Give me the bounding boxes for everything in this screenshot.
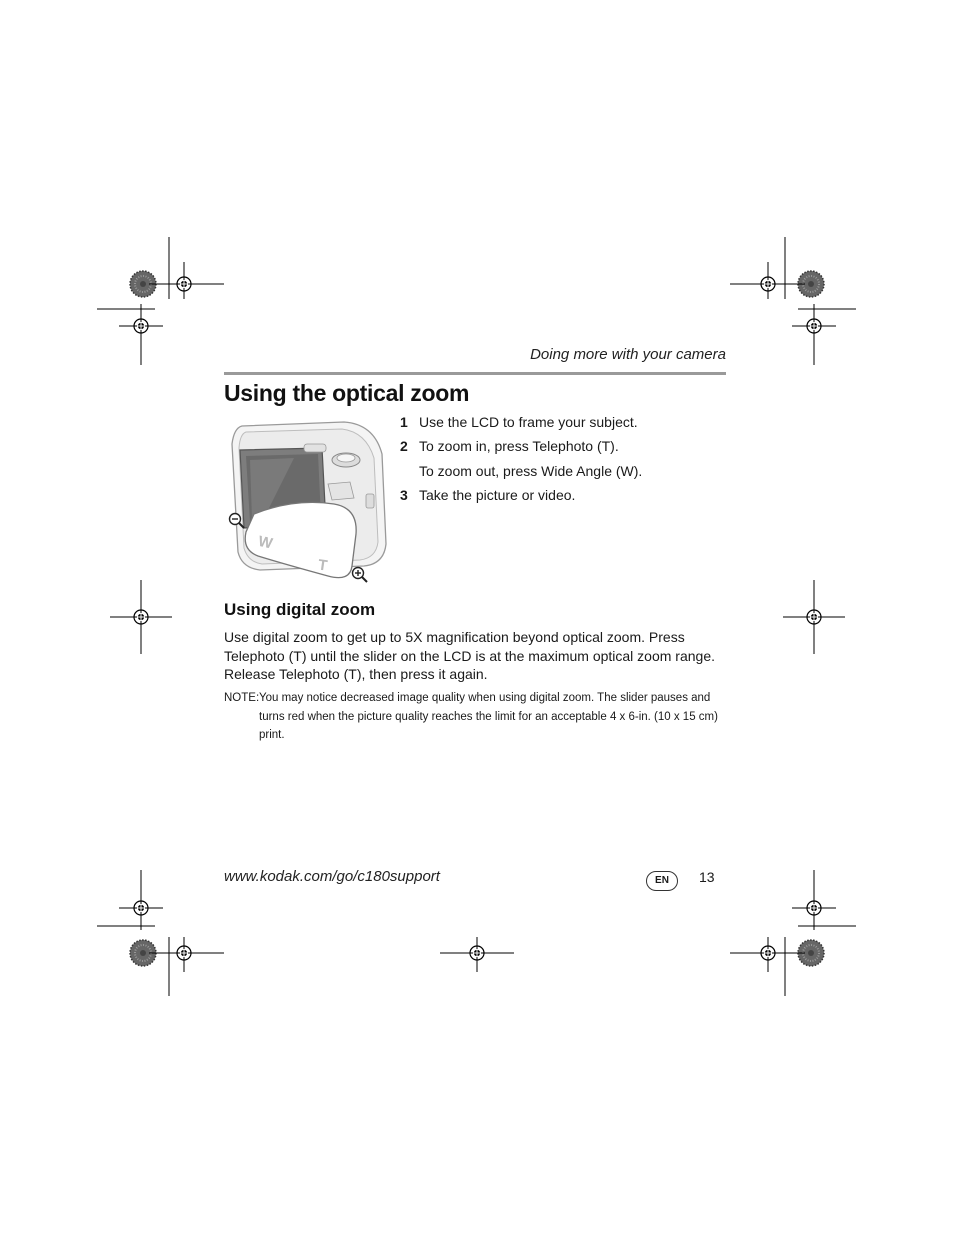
step-text: Use the LCD to frame your subject. <box>419 414 638 430</box>
section-heading: Using digital zoom <box>224 600 376 619</box>
language-badge: EN <box>646 871 678 891</box>
step-number: 2 <box>400 438 408 454</box>
list-item <box>400 487 408 505</box>
note-label: NOTE: <box>224 692 260 704</box>
header-rule <box>224 372 726 375</box>
step-text: To zoom in, press Telephoto (T). <box>419 438 619 454</box>
step-number: 3 <box>400 487 408 503</box>
page-title: Using the optical zoom <box>224 380 470 406</box>
list-item <box>400 438 408 456</box>
running-header: Doing more with your camera <box>530 346 726 363</box>
list-item <box>400 414 408 432</box>
wide-angle-label: W <box>256 532 275 553</box>
zoom-in-icon <box>353 568 368 583</box>
step-text: To zoom out, press Wide Angle (W). <box>419 463 643 479</box>
step-text: Take the picture or video. <box>419 487 576 503</box>
page-number: 13 <box>699 869 715 885</box>
telephoto-label: T <box>316 556 329 575</box>
camera-zoom-illustration <box>224 414 394 589</box>
note-text: You may notice decreased image quality when using digital zoom. The slider pauses and turns red when the picture quality reaches the limit for an acceptable 4 x 6-in. (10 x 15 cm) print. <box>259 692 718 741</box>
footer-url: www.kodak.com/go/c180support <box>224 868 440 885</box>
step-number: 1 <box>400 414 408 430</box>
body-paragraph: Use digital zoom to get up to 5X magnification beyond optical zoom. Press Telephoto (T) until the slider on the LCD is at the maximum optical zoom range. Release Telephoto (T), then press it again. <box>224 629 716 682</box>
